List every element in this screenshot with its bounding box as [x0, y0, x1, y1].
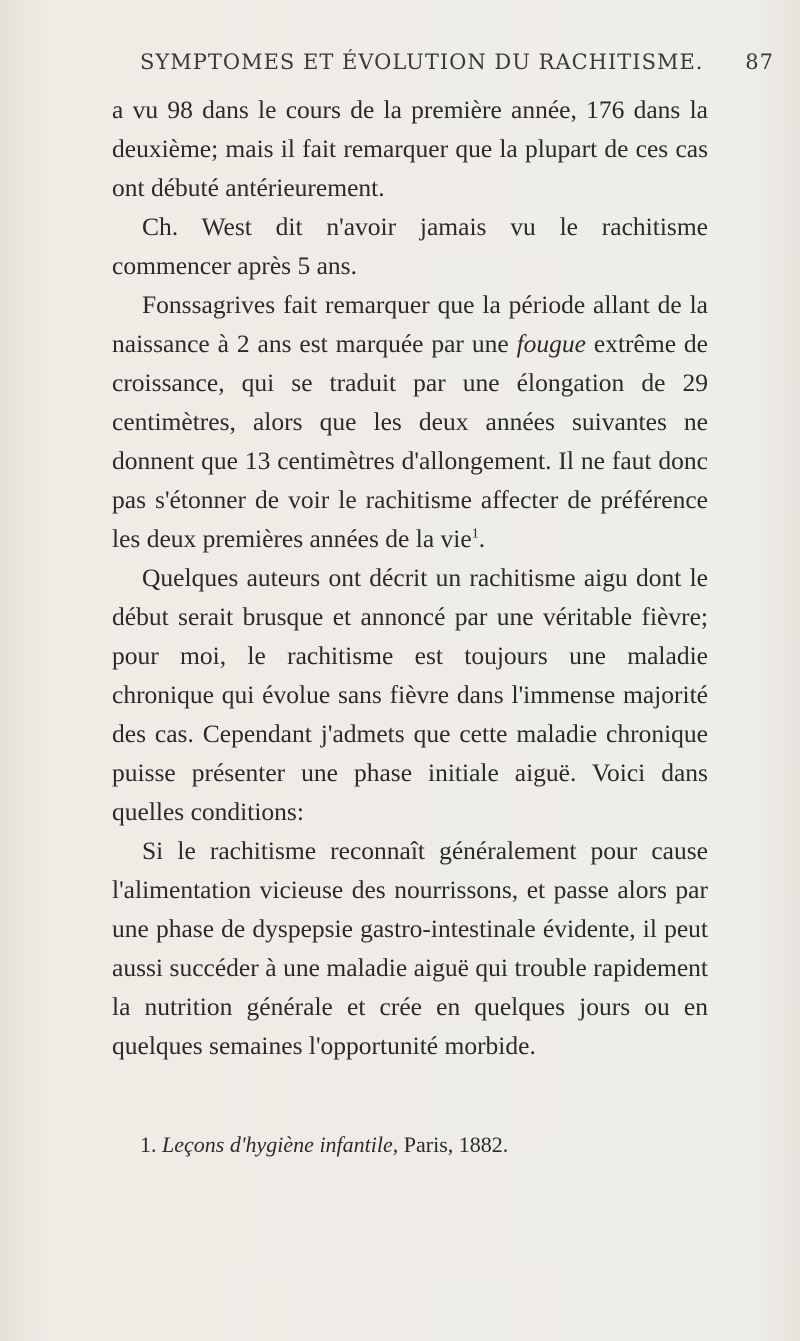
paragraph-end: . — [478, 524, 486, 553]
body-text — [112, 90, 708, 1065]
footnote-rest: , Paris, 1882. — [392, 1132, 509, 1157]
paragraph: Si le rachitisme reconnaît généralement pour cause l'alimentation vicieuse des nourrissons, et passe alors par une phase de dyspepsie gastro-intestinale évidente, il peut aussi succéder à une maladie aiguë qui trouble rapidement la nutrition générale et crée en quelques jours ou en quelques semaines l'opportunité morbide. — [112, 836, 708, 1060]
paragraph: Ch. West dit n'avoir jamais vu le rachitisme commencer après 5 ans. — [112, 212, 708, 280]
running-head-title: SYMPTOMES ET ÉVOLUTION DU RACHITISME. — [140, 50, 704, 74]
footnote — [140, 1130, 700, 1160]
paragraph: Quelques auteurs ont décrit un rachitisme aigu dont le début serait brusque et annoncé par une véritable fièvre; pour moi, le rachitisme est toujours une maladie chronique qui évolue sans fièvre dans l'immense majorité des cas. Cependant j'admets que cette maladie chronique puisse présenter une phase initiale aiguë. Voici dans quelles conditions: — [112, 563, 708, 826]
running-head — [140, 50, 774, 74]
paragraph: a vu 98 dans le cours de la première année, 176 dans la deuxième; mais il fait remarquer que la plupart de ces cas ont débuté antérieurement. — [112, 95, 708, 202]
footnote-title: Leçons d'hygiène infantile — [162, 1132, 393, 1157]
page-number: 87 — [745, 50, 774, 74]
footnote-number: 1. — [140, 1132, 157, 1157]
emphasis-word: fougue — [516, 329, 586, 358]
paragraph — [112, 285, 708, 558]
paragraph-text: extrême de croissance, qui se traduit par une élongation de 29 centimètres, alors que les deux années suivantes ne donnent que 13 centimètres d'allongement. Il ne faut donc pas s'étonner de voir le rachitisme affecter de préférence les deux premières années de la vie — [112, 329, 708, 553]
paragraph-text: Fonssagrives fait remarquer que la période allant de la naissance à 2 ans est marquée par une — [112, 290, 708, 358]
footnote-reference[interactable]: 1 — [471, 526, 479, 542]
